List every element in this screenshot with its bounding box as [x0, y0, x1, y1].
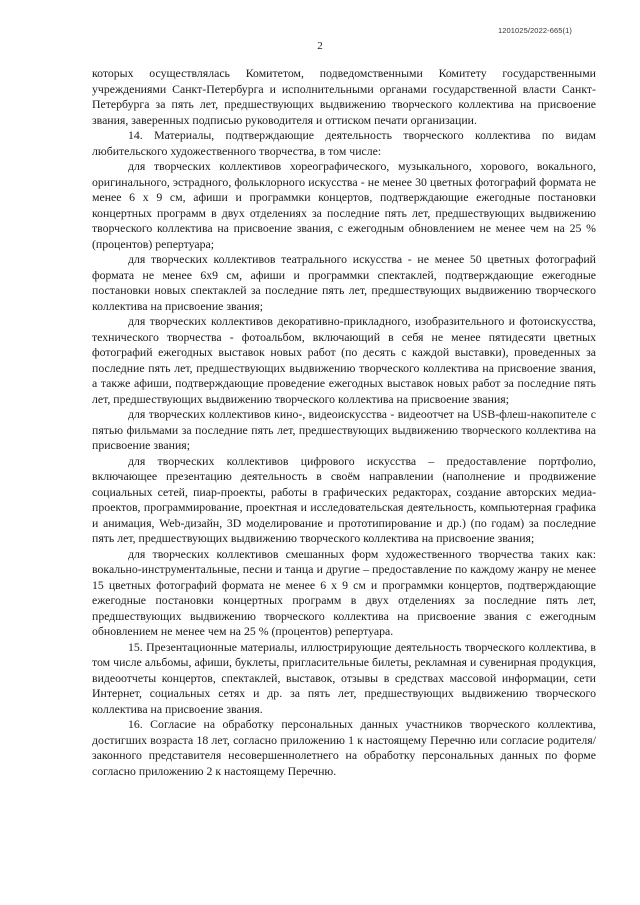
paragraph-continuation: которых осуществлялась Комитетом, подведомственными Комитету государственными учреждениями Санкт-Петербурга и исполнительными органами государственной власти Санкт-Петербурга за пять лет, предшествующих выдвижению творческого коллектива на присвоение звания, заверенных подписью руководителя и оттиском печати организации.: [92, 66, 596, 127]
document-id: 1201025/2022-665(1): [497, 26, 572, 35]
paragraph-theatrical: для творческих коллективов театрального искусства - не менее 50 цветных фотографий формата не менее 6х9 см, афиши и программки спектаклей, подтверждающие ежегодные постановки новых спектаклей за последние пять лет, предшествующих выдвижению творческого коллектива на присвоение звания;: [92, 252, 596, 313]
paragraph-digital-art: для творческих коллективов цифрового искусства – предоставление портфолио, включающее презентацию деятельность в своём направлении (наполнение и продвижение социальных сетей, пиар-проекты, работы в графических редакторах, создание авторских медиа-проектов, программирование, проектная и исследовательская деятельность, компьютерная графика и анимация, Web-дизайн, 3D моделирование и прототипирование и др.) (по годам) за последние пять лет, предшествующих выдвижению творческого коллектива на присвоение звания;: [92, 453, 596, 545]
paragraph-mixed-forms: для творческих коллективов смешанных форм художественного творчества таких как: вокально-инструментальные, песни и танца и другие – предоставление по каждому жанру не менее 15 цветных фотографий формата не менее 6 х 9 см и программки концертов, подтверждающие ежегодные постановки концертных программ в двух отделениях за последние пять лет, предшествующих выдвижению творческого коллектива на присвоение звания с ежегодным обновлением не менее чем на 25 % (процентов) репертуара.: [92, 546, 596, 638]
paragraph-item-16: 16. Согласие на обработку персональных данных участников творческого коллектива, достигших возраста 18 лет, согласно приложению 1 к настоящему Перечню или согласие родителя/законного представителя несовершеннолетнего на обработку персональных данных по форме согласно приложению 2 к настоящему Перечню.: [92, 717, 596, 778]
paragraph-film-video: для творческих коллективов кино-, видеоискусства - видеоотчет на USB-флеш-накопителе с пятью фильмами за последние пять лет, предшествующих выдвижению творческого коллектива на присвоение звания;: [92, 407, 596, 452]
page-number: 2: [317, 40, 323, 52]
paragraph-choreographic-musical: для творческих коллективов хореографического, музыкального, хорового, вокального, оригинального, эстрадного, фольклорного искусства - не менее 30 цветных фотографий формата не менее 6 х 9 см, афиши и программки концертов, подтверждающие ежегодные постановки концертных программ в двух отделениях за последние пять лет, предшествующих выдвижению творческого коллектива на присвоение звания, с ежегодным обновлением не менее чем на 25 % (процентов) репертуара;: [92, 159, 596, 251]
paragraph-decorative-applied: для творческих коллективов декоративно-прикладного, изобразительного и фотоискусства, технического творчества - фотоальбом, включающий в себя не менее пятидесяти цветных фотографий ежегодных выставок новых работ (по десять с каждой выставки), проведенных за последние пять лет, предшествующих выдвижению творческого коллектива на присвоение звания, а также афиши, подтверждающие проведение ежегодных выставок новых работ за последние пять лет, предшествующих выдвижению творческого коллектива на присвоение звания;: [92, 314, 596, 406]
document-body: [92, 66, 596, 779]
paragraph-item-15: 15. Презентационные материалы, иллюстрирующие деятельность творческого коллектива, в том числе альбомы, афиши, буклеты, пригласительные билеты, рекламная и сувенирная продукция, видеоотчеты концертов, спектаклей, выставок, отзывы в средствах массовой информации, сети Интернет, социальных сетях и др. за пять лет, предшествующих выдвижению творческого коллектива на присвоение звания.: [92, 639, 596, 716]
paragraph-item-14: 14. Материалы, подтверждающие деятельность творческого коллектива по видам любительского художественного творчества, в том числе:: [92, 128, 596, 158]
